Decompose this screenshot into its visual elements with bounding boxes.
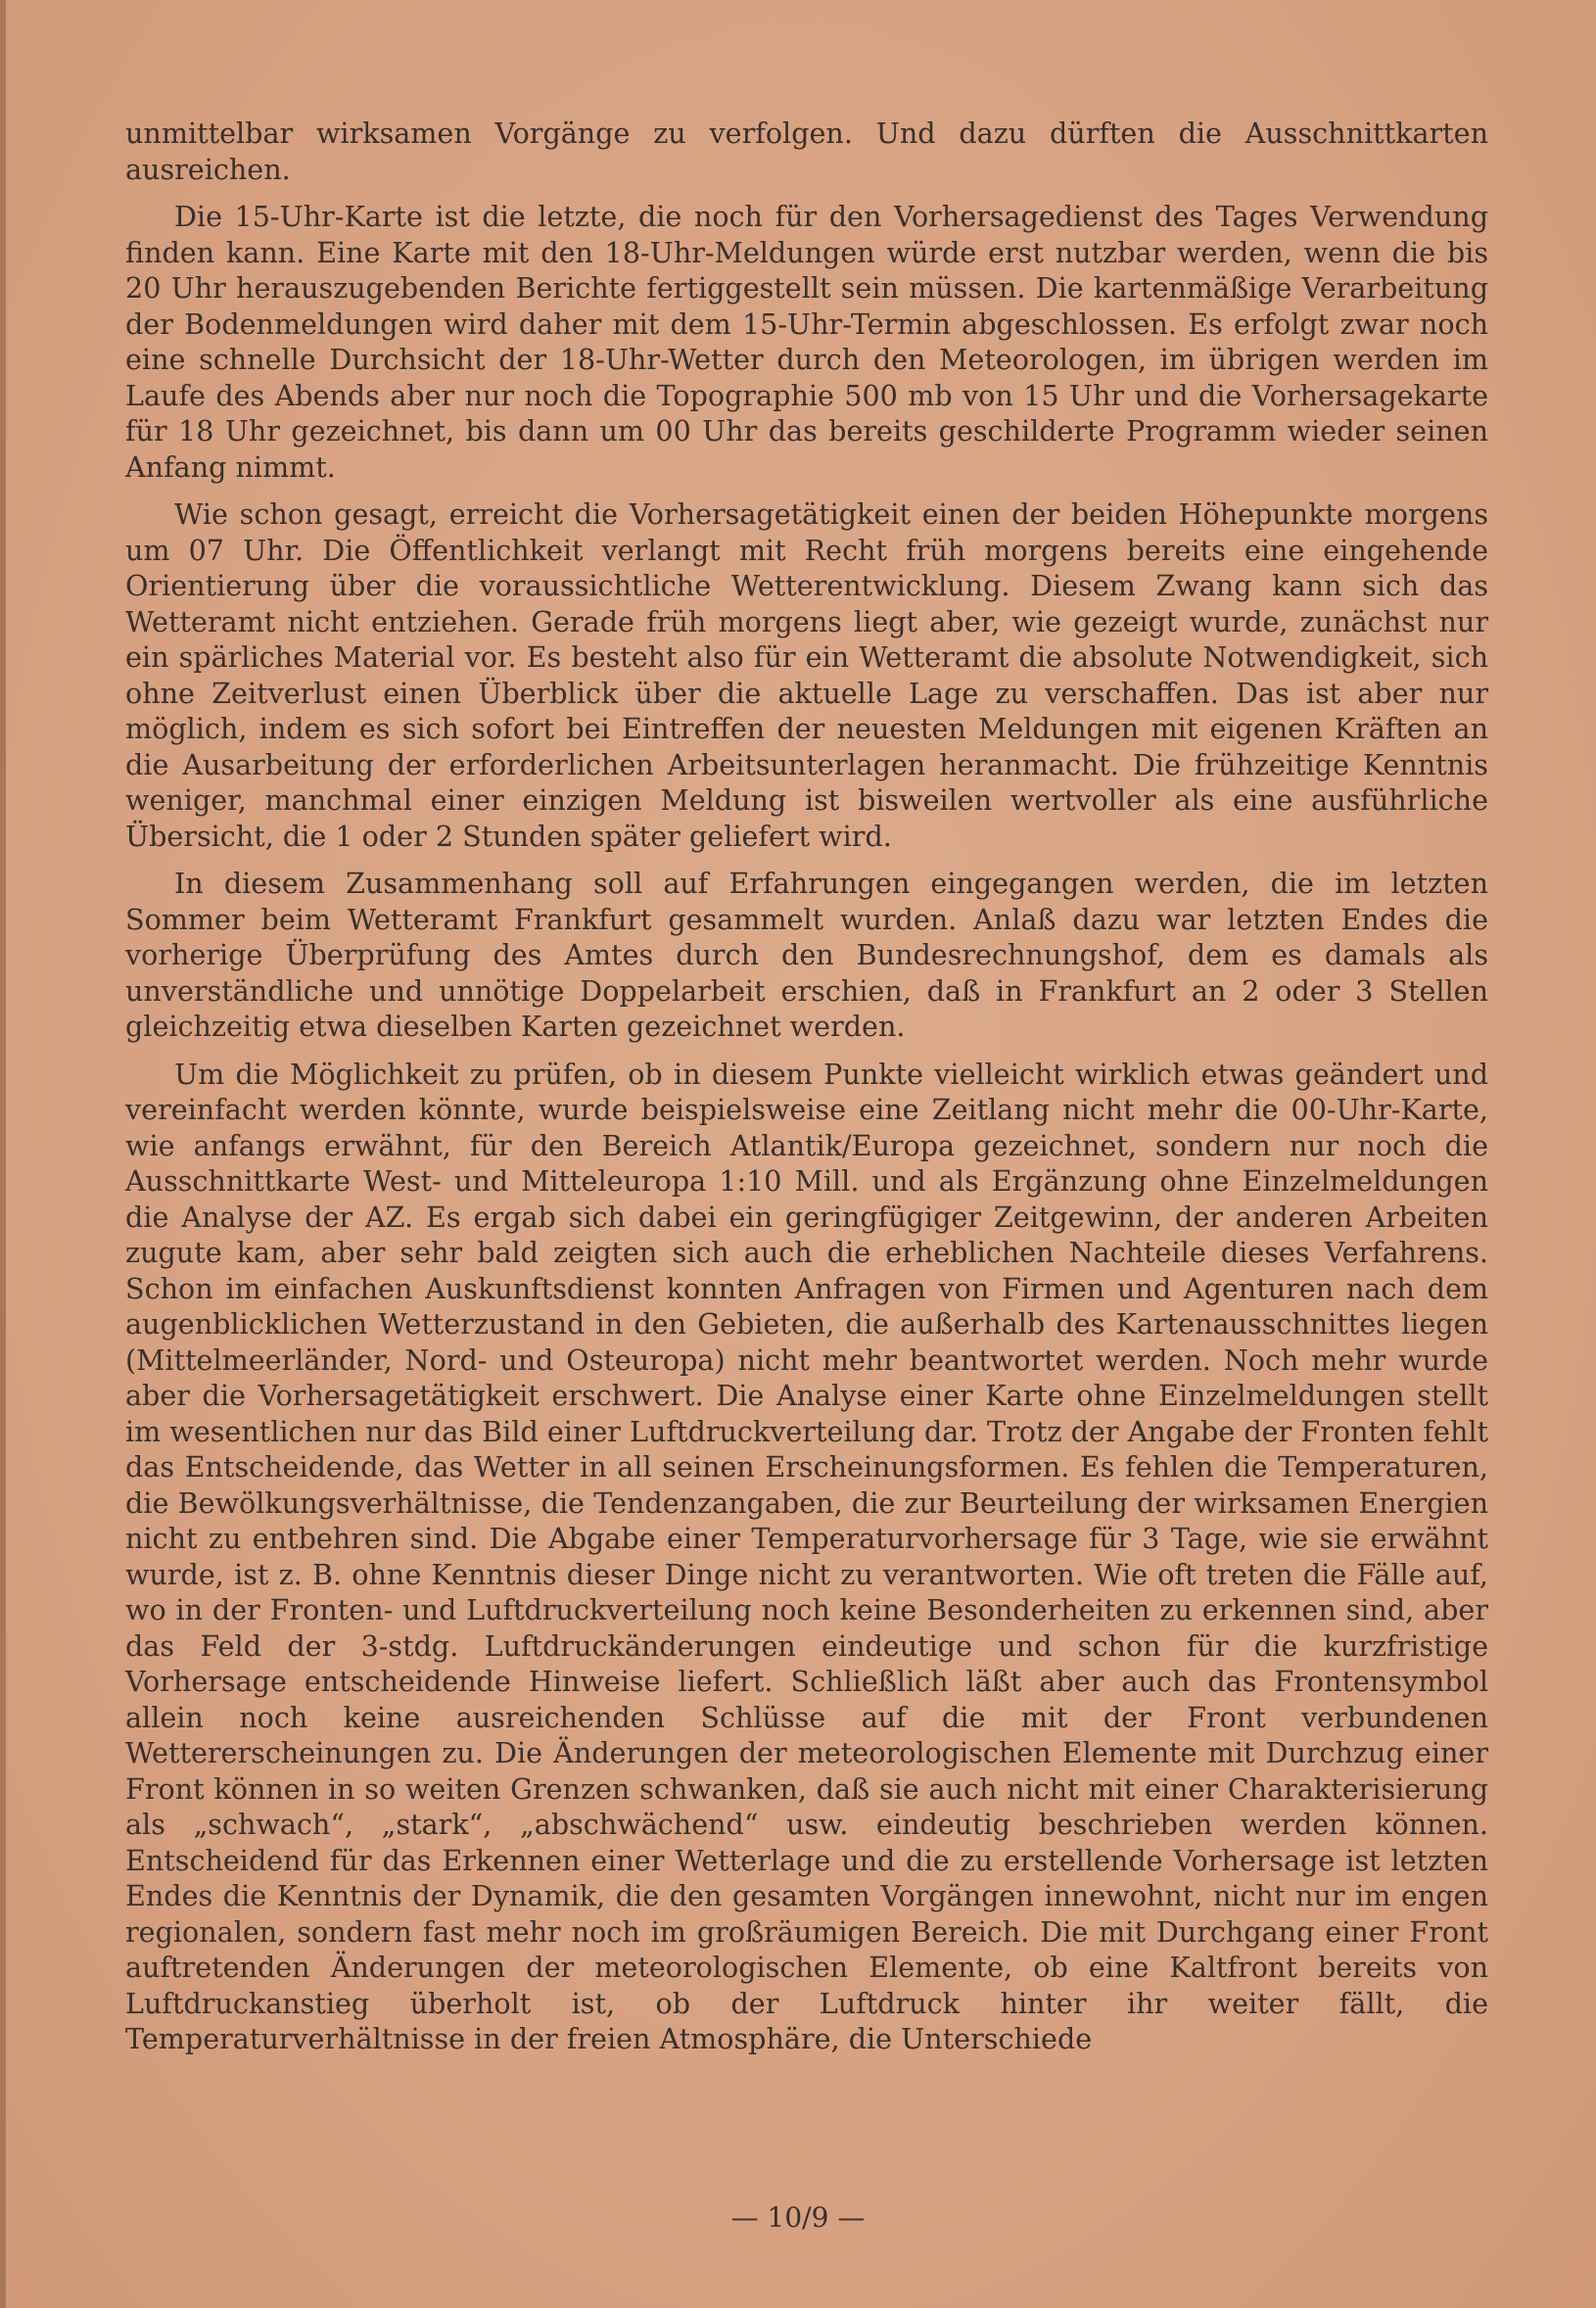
paragraph: In diesem Zusammenhang soll auf Erfahrungen eingegangen werden, die im letzten Sommer beim Wetteramt Frankfurt gesammelt wurden. Anlaß dazu war letzten Endes die vorherige Überprüfung des Amtes durch den Bundesrechnungshof, dem es damals als unverständliche und unnötige Doppelarbeit erschien, daß in Frankfurt an 2 oder 3 Stellen gleichzeitig etwa dieselben Karten gezeichnet werden. bbox=[125, 867, 1488, 1043]
paragraph: Wie schon gesagt, erreicht die Vorhersagetätigkeit einen der beiden Höhepunkte morgens um 07 Uhr. Die Öffentlichkeit verlangt mit Recht früh morgens bereits eine eingehende Orientierung über die voraussichtliche Wetterentwicklung. Diesem Zwang kann sich das Wetteramt nicht entziehen. Gerade früh morgens liegt aber, wie gezeigt wurde, zunächst nur ein spärliches Material vor. Es besteht also für ein Wetteramt die absolute Notwendigkeit, sich ohne Zeitverlust einen Überblick über die aktuelle Lage zu verschaffen. Das ist aber nur möglich, indem es sich sofort bei Eintreffen der neuesten Meldungen mit eigenen Kräften an die Ausarbeitung der erforderlichen Arbeitsunterlagen heranmacht. Die frühzeitige Kenntnis weniger, manchmal einer einzigen Meldung ist bisweilen wertvoller als eine ausführliche Übersicht, die 1 oder 2 Stunden später geliefert wird. bbox=[125, 497, 1488, 853]
body-text bbox=[125, 116, 1488, 2069]
paragraph: Um die Möglichkeit zu prüfen, ob in diesem Punkte vielleicht wirklich etwas geändert und vereinfacht werden könnte, wurde beispielsweise eine Zeitlang nicht mehr die 00-Uhr-Karte, wie anfangs erwähnt, für den Bereich Atlantik/Europa gezeichnet, sondern nur noch die Ausschnittkarte West- und Mitteleuropa 1:10 Mill. und als Ergänzung ohne Einzelmeldungen die Analyse der AZ. Es ergab sich dabei ein geringfügiger Zeitgewinn, der anderen Arbeiten zugute kam, aber sehr bald zeigten sich auch die erheblichen Nachteile dieses Verfahrens. Schon im einfachen Auskunftsdienst konnten Anfragen von Firmen und Agenturen nach dem augenblicklichen Wetterzustand in den Gebieten, die außerhalb des Kartenausschnittes liegen (Mittelmeerländer, Nord- und Osteuropa) nicht mehr beantwortet werden. Noch mehr wurde aber die Vorhersagetätigkeit erschwert. Die Analyse einer Karte ohne Einzelmeldungen stellt im wesentlichen nur das Bild einer Luftdruckverteilung dar. Trotz der Angabe der Fronten fehlt das Entscheidende, das Wetter in all seinen Erscheinungsformen. Es fehlen die Temperaturen, die Bewölkungsverhältnisse, die Tendenzangaben, die zur Beurteilung der wirksamen Energien nicht zu entbehren sind. Die Abgabe einer Temperaturvorhersage für 3 Tage, wie sie erwähnt wurde, ist z. B. ohne Kenntnis dieser Dinge nicht zu verantworten. Wie oft treten die Fälle auf, wo in der Fronten- und Luftdruckverteilung noch keine Besonderheiten zu erkennen sind, aber das Feld der 3-stdg. Luftdruckänderungen eindeutige und schon für die kurzfristige Vorhersage entscheidende Hinweise liefert. Schließlich läßt aber auch das Frontensymbol allein noch keine ausreichenden Schlüsse auf die mit der Front verbundenen Wettererscheinungen zu. Die Änderungen der meteorologischen Elemente mit Durchzug einer Front können in so weiten Grenzen schwanken, daß sie auch nicht mit einer Charakterisierung als „schwach“, „stark“, „abschwächend“ usw. eindeutig beschrieben werden können. Entscheidend für das Erkennen einer Wetterlage und die zu erstellende Vorhersage ist letzten Endes die Kenntnis der Dynamik, die den gesamten Vorgängen innewohnt, nicht nur im engen regionalen, sondern fast mehr noch im großräumigen Bereich. Die mit Durchgang einer Front auftretenden Änderungen der meteorologischen Elemente, ob eine Kaltfront bereits von Luftdruckanstieg überholt ist, ob der Luftdruck hinter ihr weiter fällt, die Temperaturverhältnisse in der freien Atmosphäre, die Unterschiede bbox=[125, 1057, 1488, 2055]
paragraph-continuation: unmittelbar wirksamen Vorgänge zu verfolgen. Und dazu dürften die Ausschnittkarten ausreichen. bbox=[125, 117, 1488, 186]
paragraph: Die 15-Uhr-Karte ist die letzte, die noch für den Vorhersagedienst des Tages Verwendung finden kann. Eine Karte mit den 18-Uhr-Meldungen würde erst nutzbar werden, wenn die bis 20 Uhr herauszugebenden Berichte fertiggestellt sein müssen. Die kartenmäßige Verarbeitung der Bodenmeldungen wird daher mit dem 15-Uhr-Termin abgeschlossen. Es erfolgt zwar noch eine schnelle Durchsicht der 18-Uhr-Wetter durch den Meteorologen, im übrigen werden im Laufe des Abends aber nur noch die Topographie 500 mb von 15 Uhr und die Vorhersagekarte für 18 Uhr gezeichnet, bis dann um 00 Uhr das bereits geschilderte Programm wieder seinen Anfang nimmt. bbox=[125, 200, 1488, 484]
page-edge bbox=[0, 0, 6, 2308]
page-number: — 10/9 — bbox=[730, 2201, 866, 2234]
